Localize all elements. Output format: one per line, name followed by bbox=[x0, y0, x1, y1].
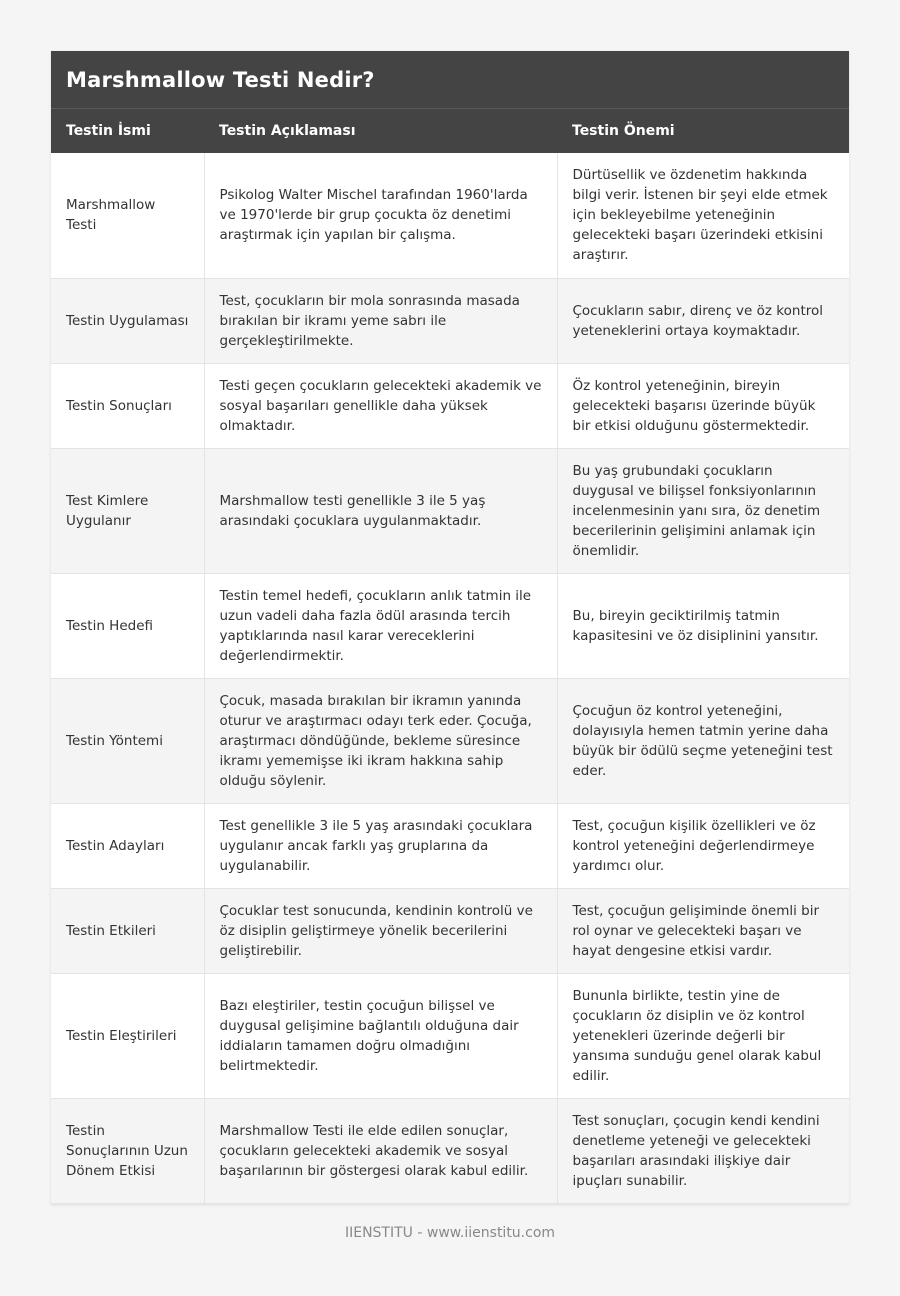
cell-importance: Test sonuçları, çocugin kendi kendini denetleme yeteneği ve gelecekteki başarıları arasındaki ilişkiye dair ipuçları sunabilir. bbox=[557, 1099, 849, 1204]
cell-name: Testin Sonuçlarının Uzun Dönem Etkisi bbox=[51, 1099, 204, 1204]
column-header-name: Testin İsmi bbox=[51, 109, 204, 153]
table-row bbox=[51, 804, 849, 889]
cell-name: Testin Sonuçları bbox=[51, 364, 204, 449]
table-row bbox=[51, 364, 849, 449]
cell-name: Test Kimlere Uygulanır bbox=[51, 449, 204, 574]
cell-name: Marshmallow Testi bbox=[51, 153, 204, 279]
cell-importance: Test, çocuğun kişilik özellikleri ve öz kontrol yeteneğini değerlendirmeye yardımcı olur. bbox=[557, 804, 849, 889]
info-table bbox=[51, 108, 849, 1204]
cell-description: Marshmallow Testi ile elde edilen sonuçlar, çocukların gelecekteki akademik ve sosyal başarılarının bir göstergesi olarak kabul edilir. bbox=[204, 1099, 557, 1204]
content-card bbox=[51, 51, 849, 1204]
cell-description: Bazı eleştiriler, testin çocuğun bilişsel ve duygusal gelişimine bağlantılı olduğuna dair iddiaların tamamen doğru olmadığını belirtmektedir. bbox=[204, 974, 557, 1099]
table-row bbox=[51, 1099, 849, 1204]
cell-name: Testin Eleştirileri bbox=[51, 974, 204, 1099]
cell-description: Testin temel hedefi, çocukların anlık tatmin ile uzun vadeli daha fazla ödül arasında tercih yaptıklarında nasıl karar vereceklerini değerlendirmektir. bbox=[204, 574, 557, 679]
table-row bbox=[51, 974, 849, 1099]
table-row bbox=[51, 153, 849, 279]
cell-importance: Bu, bireyin geciktirilmiş tatmin kapasitesini ve öz disiplinini yansıtır. bbox=[557, 574, 849, 679]
cell-description: Test, çocukların bir mola sonrasında masada bırakılan bir ikramı yeme sabrı ile gerçekleştirilmekte. bbox=[204, 279, 557, 364]
table-row bbox=[51, 574, 849, 679]
header-row bbox=[51, 109, 849, 153]
cell-importance: Bununla birlikte, testin yine de çocukların öz disiplin ve öz kontrol yetenekleri üzerinde değerli bir yansıma sunduğu genel olarak kabul edilir. bbox=[557, 974, 849, 1099]
cell-description: Testi geçen çocukların gelecekteki akademik ve sosyal başarıları genellikle daha yüksek olmaktadır. bbox=[204, 364, 557, 449]
cell-importance: Bu yaş grubundaki çocukların duygusal ve bilişsel fonksiyonlarının incelenmesinin yanı sıra, öz denetim becerilerinin gelişimini anlamak için önemlidir. bbox=[557, 449, 849, 574]
cell-description: Psikolog Walter Mischel tarafından 1960'larda ve 1970'lerde bir grup çocukta öz denetimi araştırmak için yapılan bir çalışma. bbox=[204, 153, 557, 279]
cell-importance: Öz kontrol yeteneğinin, bireyin gelecekteki başarısı üzerinde büyük bir etkisi olduğunu göstermektedir. bbox=[557, 364, 849, 449]
cell-name: Testin Uygulaması bbox=[51, 279, 204, 364]
column-header-description: Testin Açıklaması bbox=[204, 109, 557, 153]
cell-importance: Test, çocuğun gelişiminde önemli bir rol oynar ve gelecekteki başarı ve hayat dengesine etkisi vardır. bbox=[557, 889, 849, 974]
cell-description: Test genellikle 3 ile 5 yaş arasındaki çocuklara uygulanır ancak farklı yaş gruplarına da uygulanabilir. bbox=[204, 804, 557, 889]
column-header-importance: Testin Önemi bbox=[557, 109, 849, 153]
cell-importance: Çocukların sabır, direnç ve öz kontrol yeteneklerini ortaya koymaktadır. bbox=[557, 279, 849, 364]
page-title: Marshmallow Testi Nedir? bbox=[66, 67, 375, 92]
cell-name: Testin Etkileri bbox=[51, 889, 204, 974]
cell-description: Marshmallow testi genellikle 3 ile 5 yaş arasındaki çocuklara uygulanmaktadır. bbox=[204, 449, 557, 574]
cell-importance: Dürtüsellik ve özdenetim hakkında bilgi verir. İstenen bir şeyi elde etmek için bekleyebilme yeteneğinin gelecekteki başarı üzerindeki etkisini araştırır. bbox=[557, 153, 849, 279]
table-row bbox=[51, 679, 849, 804]
table-row bbox=[51, 889, 849, 974]
cell-name: Testin Hedefi bbox=[51, 574, 204, 679]
cell-name: Testin Adayları bbox=[51, 804, 204, 889]
table-body bbox=[51, 153, 849, 1204]
cell-description: Çocuk, masada bırakılan bir ikramın yanında oturur ve araştırmacı odayı terk eder. Çocuğa, araştırmacı döndüğünde, bekleme süresince ikramı yememişse iki ikram hakkına sahip olduğu söylenir. bbox=[204, 679, 557, 804]
cell-description: Çocuklar test sonucunda, kendinin kontrolü ve öz disiplin geliştirmeye yönelik becerilerini geliştirebilir. bbox=[204, 889, 557, 974]
table-header bbox=[51, 109, 849, 153]
cell-name: Testin Yöntemi bbox=[51, 679, 204, 804]
cell-importance: Çocuğun öz kontrol yeteneğini, dolayısıyla hemen tatmin yerine daha büyük bir ödülü seçme yeteneğini test eder. bbox=[557, 679, 849, 804]
title-bar bbox=[51, 51, 849, 108]
footer-credit: IIENSTITU - www.iienstitu.com bbox=[344, 1225, 556, 1241]
table-row bbox=[51, 279, 849, 364]
table-row bbox=[51, 449, 849, 574]
